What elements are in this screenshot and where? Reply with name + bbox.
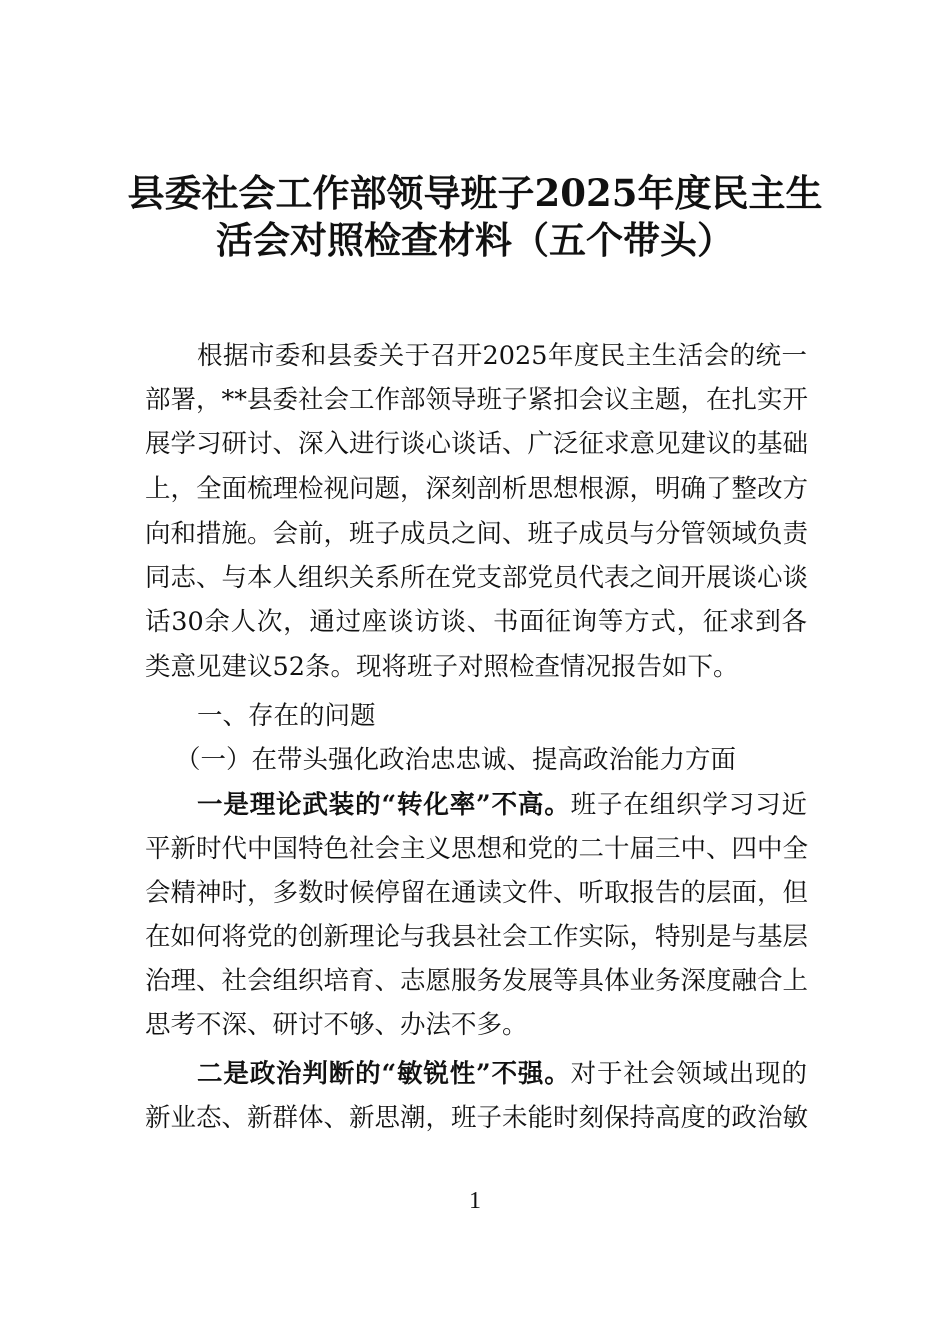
text-line: 展学习研讨、深入进行谈心谈话、广泛征求意见建议的基础 [145, 429, 809, 459]
text-line [145, 1052, 807, 1096]
text-line: 上，全面梳理检视问题，深刻剖析思想根源，明确了整改方 [145, 474, 809, 504]
section-heading: 一、存在的问题 [197, 701, 376, 731]
text-line: 新业态、新群体、新思潮，班子未能时刻保持高度的政治敏 [145, 1103, 809, 1133]
subsection-heading: （一）在带头强化政治忠忠诚、提高政治能力方面 [175, 745, 737, 775]
text-line: 话30余人次，通过座谈访谈、书面征询等方式，征求到各 [145, 607, 807, 637]
text-line: 类意见建议52条。现将班子对照检查情况报告如下。 [145, 652, 739, 682]
point-text: 班子在组织学习习近 [570, 790, 807, 820]
text-line: 同志、与本人组织关系所在党支部党员代表之间开展谈心谈 [145, 563, 809, 593]
text-line: 平新时代中国特色社会主义思想和党的二十届三中、四中全 [145, 834, 809, 864]
title-line-2: 活会对照检查材料（五个带头） [216, 218, 734, 262]
text-line: 会精神时，多数时候停留在通读文件、听取报告的层面，但 [145, 878, 809, 908]
text-line: 向和措施。会前，班子成员之间、班子成员与分管领域负责 [145, 519, 809, 549]
text-line: 部署，**县委社会工作部领导班子紧扣会议主题，在扎实开 [145, 385, 809, 415]
text-line: 根据市委和县委关于召开2025年度民主生活会的统一 [197, 341, 807, 371]
text-line: 思考不深、研讨不够、办法不多。 [145, 1010, 528, 1040]
text-line [145, 783, 807, 827]
page-number: 1 [469, 1188, 481, 1214]
title-line-1: 县委社会工作部领导班子2025年度民主生 [127, 171, 823, 215]
text-line: 治理、社会组织培育、志愿服务发展等具体业务深度融合上 [145, 966, 809, 996]
text-line: 在如何将党的创新理论与我县社会工作实际，特别是与基层 [145, 922, 809, 952]
point-text: 对于社会领域出现的 [570, 1059, 807, 1089]
point-lead: 一是理论武装的“转化率”不高。 [197, 790, 571, 820]
point-lead: 二是政治判断的“敏锐性”不强。 [197, 1059, 571, 1089]
